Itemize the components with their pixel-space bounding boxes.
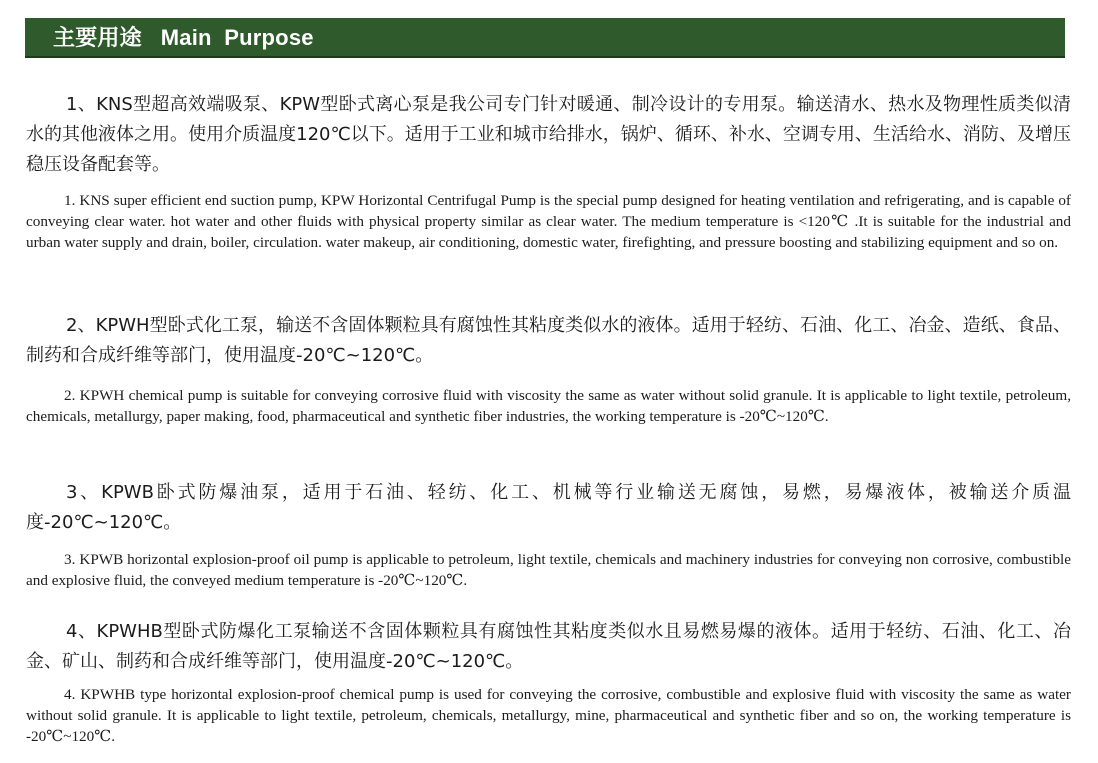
section-title: 主要用途 Main Purpose — [53, 25, 314, 50]
purpose-item-4-english: 4. KPWHB type horizontal explosion-proof chemical pump is used for conveying the corrosive, combustible and explosive fluid with viscosity the same as water without solid granule. It is applicable to light textile, petroleum, chemicals, metallurgy, mine, pharmaceutical and synthetic fiber and so on, the working temperature is -20℃~120℃. — [26, 686, 1071, 745]
purpose-item-3-english: 3. KPWB horizontal explosion-proof oil pump is applicable to petroleum, light textile, chemicals and machinery industries for conveying non corrosive, combustible and explosive fluid, the conveyed medium temperature is -20℃~120℃. — [26, 551, 1071, 589]
purpose-item-1-english: 1. KNS super efficient end suction pump, KPW Horizontal Centrifugal Pump is the special pump designed for heating ventilation and refrigerating, and is capable of conveying clear water. hot water and other fluids with physical property similar as clear water. The medium temperature is <120℃ .It is suitable for the industrial and urban water supply and drain, boiler, circulation. water makeup, air conditioning, domestic water, firefighting, and pressure boosting and stabilizing equipment and so on. — [26, 192, 1071, 251]
purpose-item-3-chinese: 3、KPWB卧式防爆油泵，适用于石油、轻纺、化工、机械等行业输送无腐蚀，易燃，易爆液体，被输送介质温度-20℃~120℃。 — [26, 482, 1071, 533]
purpose-item-2-chinese: 2、KPWH型卧式化工泵，输送不含固体颗粒具有腐蚀性其粘度类似水的液体。适用于轻纺、石油、化工、冶金、造纸、食品、制药和合成纤维等部门，使用温度-20℃~120℃。 — [26, 315, 1071, 366]
purpose-item-2-english: 2. KPWH chemical pump is suitable for conveying corrosive fluid with viscosity the same as water without solid granule. It is applicable to light textile, petroleum, chemicals, metallurgy, paper making, food, pharmaceutical and synthetic fiber industries, the working temperature is -20℃~120℃. — [26, 387, 1071, 425]
section-header-bar — [25, 18, 1065, 58]
purpose-item-1-chinese: 1、KNS型超高效端吸泵、KPW型卧式离心泵是我公司专门针对暖通、制冷设计的专用泵。输送清水、热水及物理性质类似清水的其他液体之用。使用介质温度120℃以下。适用于工业和城市给排水，锅炉、循环、补水、空调专用、生活给水、消防、及增压稳压设备配套等。 — [26, 94, 1071, 175]
purpose-item-4-chinese: 4、KPWHB型卧式防爆化工泵输送不含固体颗粒具有腐蚀性其粘度类似水且易燃易爆的液体。适用于轻纺、石油、化工、冶金、矿山、制药和合成纤维等部门，使用温度-20℃~120℃。 — [26, 621, 1071, 672]
